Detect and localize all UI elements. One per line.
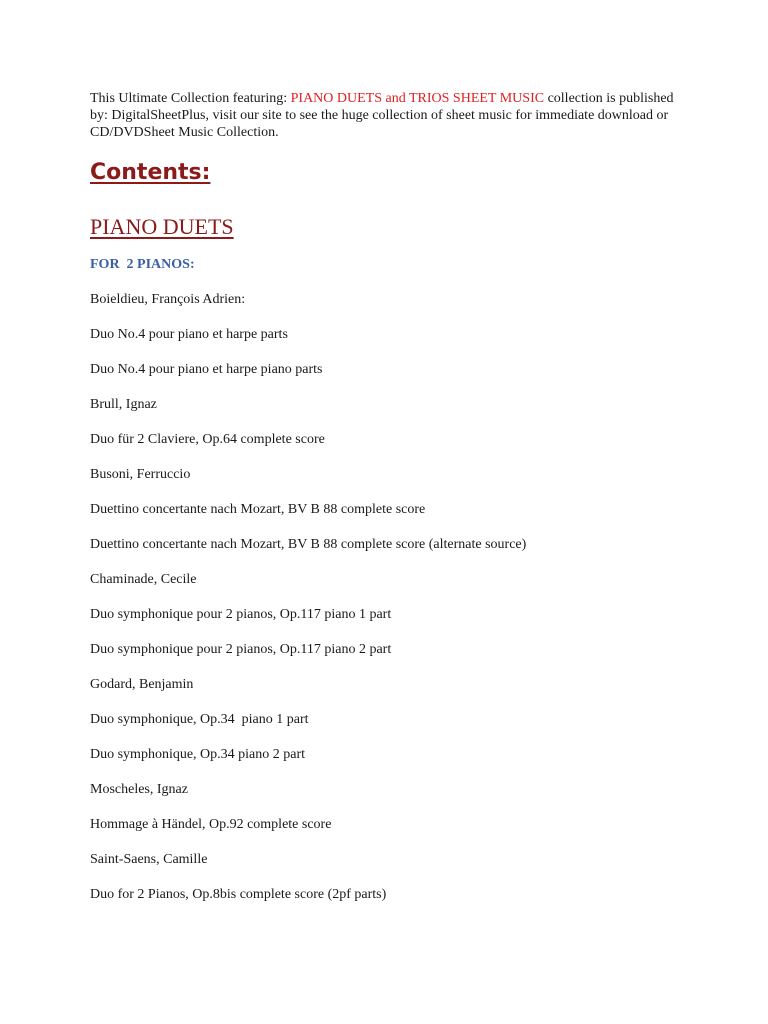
list-item: Duo für 2 Claviere, Op.64 complete score	[90, 432, 325, 447]
intro-paragraph	[90, 90, 690, 141]
list-item: Hommage à Händel, Op.92 complete score	[90, 817, 332, 832]
list-item: Moscheles, Ignaz	[90, 782, 188, 797]
contents-list	[90, 291, 526, 921]
sub-heading-for-2-pianos: FOR 2 PIANOS:	[90, 257, 195, 272]
list-item: Boieldieu, François Adrien:	[90, 292, 246, 307]
intro-highlight: PIANO DUETS and TRIOS SHEET MUSIC	[290, 91, 545, 106]
list-item: Duettino concertante nach Mozart, BV B 88 complete score (alternate source)	[90, 537, 527, 552]
list-item: Chaminade, Cecile	[90, 572, 197, 587]
list-item: Duo for 2 Pianos, Op.8bis complete score (2pf parts)	[90, 887, 387, 902]
list-item: Brull, Ignaz	[90, 397, 157, 412]
list-item: Duo symphonique, Op.34 piano 2 part	[90, 747, 306, 762]
list-item: Duo symphonique pour 2 pianos, Op.117 piano 1 part	[90, 607, 392, 622]
list-item: Saint-Saens, Camille	[90, 852, 208, 867]
section-heading-piano-duets: PIANO DUETS	[90, 214, 234, 239]
list-item: Duo symphonique pour 2 pianos, Op.117 piano 2 part	[90, 642, 392, 657]
list-item: Duo symphonique, Op.34 piano 1 part	[90, 712, 309, 727]
list-item: Duo No.4 pour piano et harpe parts	[90, 327, 288, 342]
list-item: Duettino concertante nach Mozart, BV B 88 complete score	[90, 502, 426, 517]
list-item: Duo No.4 pour piano et harpe piano parts	[90, 362, 323, 377]
document-page	[90, 90, 690, 902]
list-item: Godard, Benjamin	[90, 677, 194, 692]
intro-text-after: collection is published by: DigitalSheetPlus, visit our site to see the huge collection of sheet music for immediate download or CD/DVDSheet Music Collection.	[90, 91, 674, 140]
intro-text-before: This Ultimate Collection featuring:	[90, 91, 291, 106]
list-item: Busoni, Ferruccio	[90, 467, 191, 482]
contents-heading: Contents:	[90, 160, 211, 185]
